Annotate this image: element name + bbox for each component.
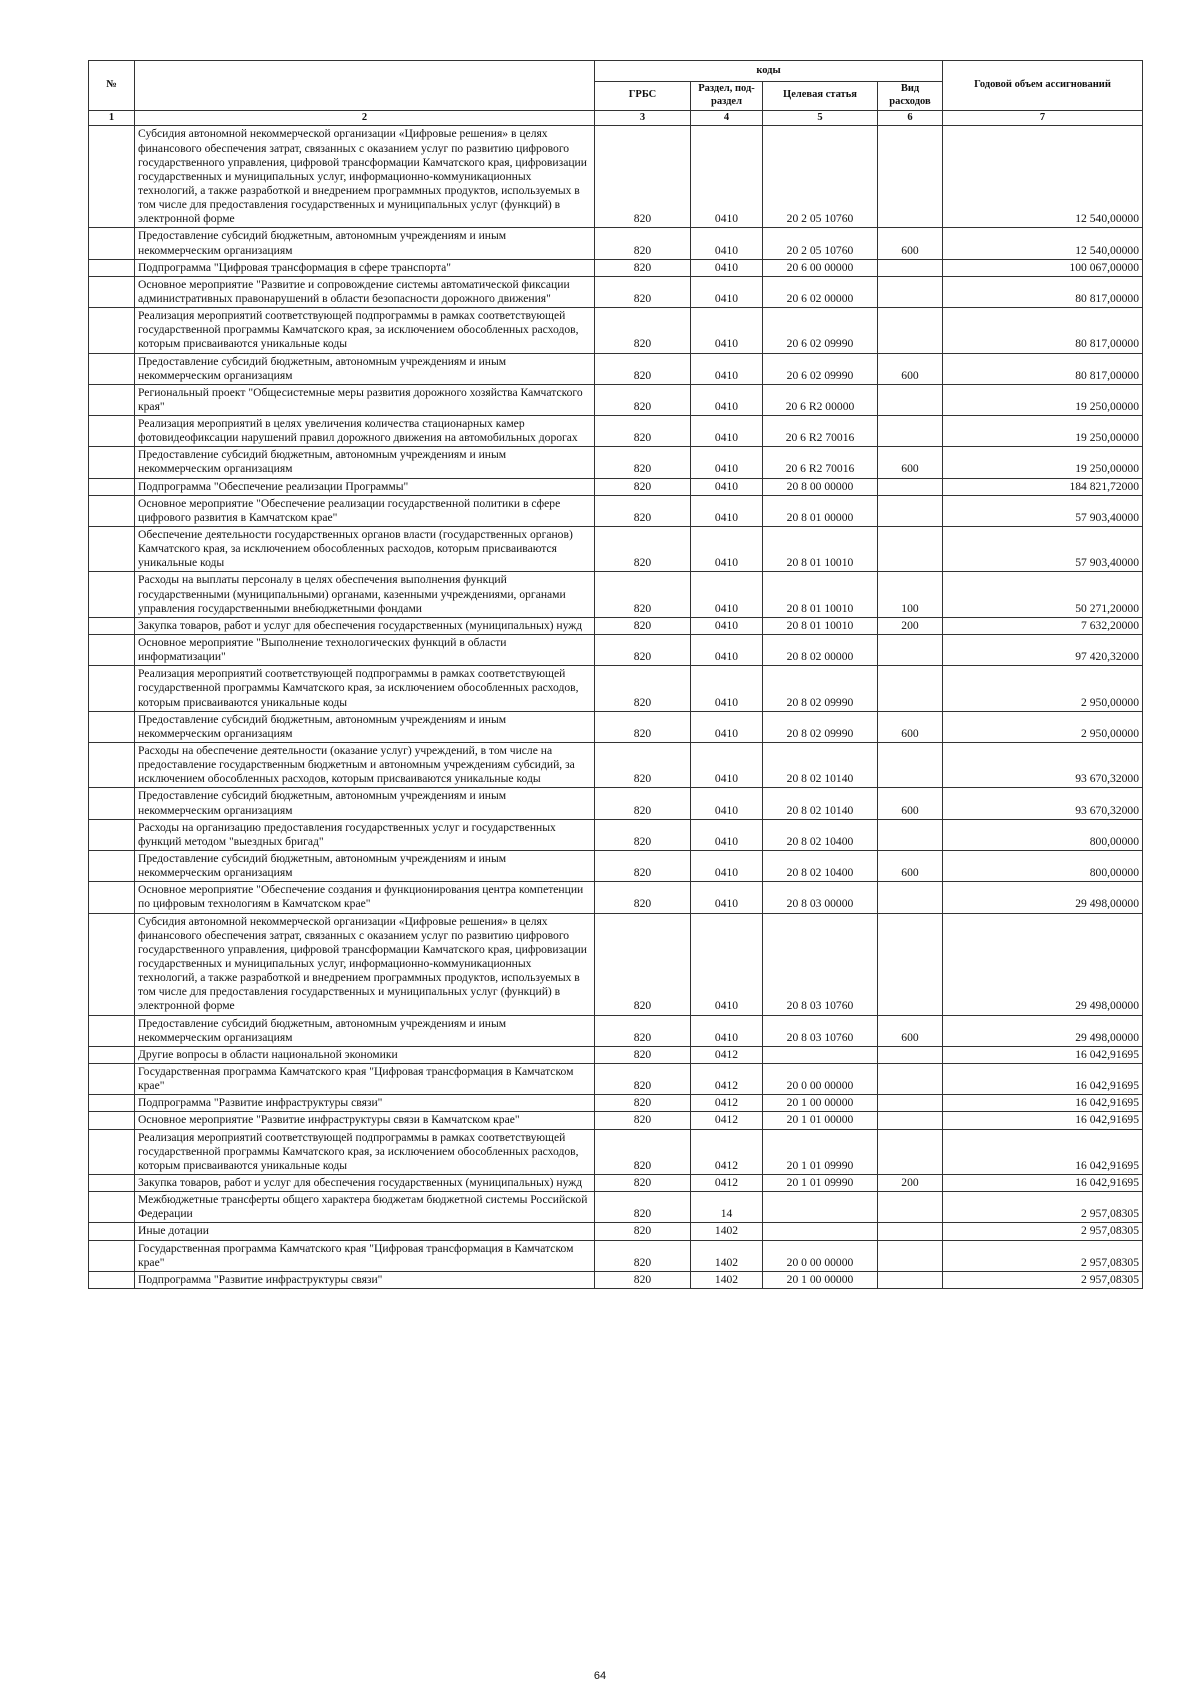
row-number-cell (89, 527, 135, 572)
row-grbs-cell: 820 (595, 228, 691, 259)
header-col-1: 1 (89, 110, 135, 126)
table-row (89, 276, 1143, 307)
row-grbs-cell: 820 (595, 1223, 691, 1240)
row-section-cell: 1402 (691, 1240, 763, 1271)
row-expense-type-cell: 600 (878, 711, 943, 742)
table-row (89, 1240, 1143, 1271)
row-name-cell: Основное мероприятие "Развитие и сопровождение системы автоматической фиксации административных правонарушений в области безопасности дорожного движения" (135, 276, 595, 307)
header-col-7: 7 (943, 110, 1143, 126)
row-name-cell: Расходы на выплаты персоналу в целях обеспечения выполнения функций государственными (муниципальными) органами, казенными учреждениями, органами управления государственными внебюджетными фондами (135, 572, 595, 617)
row-section-cell: 0410 (691, 527, 763, 572)
row-target-article-cell: 20 8 02 00000 (763, 635, 878, 666)
row-expense-type-cell: 600 (878, 788, 943, 819)
row-expense-type-cell (878, 913, 943, 1015)
row-number-cell (89, 353, 135, 384)
row-section-cell: 0410 (691, 617, 763, 634)
row-section-cell: 0410 (691, 913, 763, 1015)
row-expense-type-cell (878, 259, 943, 276)
header-col-3: 3 (595, 110, 691, 126)
row-grbs-cell: 820 (595, 666, 691, 711)
row-sum-cell: 16 042,91695 (943, 1129, 1143, 1174)
table-row (89, 447, 1143, 478)
row-sum-cell: 93 670,32000 (943, 743, 1143, 788)
row-grbs-cell: 820 (595, 635, 691, 666)
row-name-cell: Основное мероприятие "Развитие инфраструктуры связи в Камчатском крае" (135, 1112, 595, 1129)
row-grbs-cell: 820 (595, 743, 691, 788)
row-name-cell: Предоставление субсидий бюджетным, автономным учреждениям и иным некоммерческим организациям (135, 228, 595, 259)
row-number-cell (89, 913, 135, 1015)
row-section-cell: 0410 (691, 447, 763, 478)
row-name-cell: Реализация мероприятий соответствующей подпрограммы в рамках соответствующей государственной программы Камчатского края, за исключением обособленных расходов, которым присваиваются уникальные коды (135, 1129, 595, 1174)
row-number-cell (89, 1271, 135, 1288)
row-sum-cell: 7 632,20000 (943, 617, 1143, 634)
header-name (135, 61, 595, 111)
row-expense-type-cell (878, 495, 943, 526)
row-grbs-cell: 820 (595, 276, 691, 307)
row-name-cell: Основное мероприятие "Обеспечение реализации государственной политики в сфере цифрового развития в Камчатском крае" (135, 495, 595, 526)
table-row (89, 572, 1143, 617)
table-row (89, 478, 1143, 495)
row-expense-type-cell: 200 (878, 617, 943, 634)
row-name-cell: Предоставление субсидий бюджетным, автономным учреждениям и иным некоммерческим организациям (135, 851, 595, 882)
row-target-article-cell: 20 8 01 10010 (763, 617, 878, 634)
row-section-cell: 0410 (691, 851, 763, 882)
row-name-cell: Предоставление субсидий бюджетным, автономным учреждениям и иным некоммерческим организациям (135, 788, 595, 819)
row-section-cell: 0412 (691, 1129, 763, 1174)
row-name-cell: Подпрограмма "Обеспечение реализации Программы" (135, 478, 595, 495)
row-grbs-cell: 820 (595, 1192, 691, 1223)
row-sum-cell: 2 957,08305 (943, 1240, 1143, 1271)
row-grbs-cell: 820 (595, 447, 691, 478)
row-number-cell (89, 572, 135, 617)
row-number-cell (89, 788, 135, 819)
table-body (89, 126, 1143, 1289)
row-grbs-cell: 820 (595, 572, 691, 617)
table-row (89, 1015, 1143, 1046)
row-sum-cell: 50 271,20000 (943, 572, 1143, 617)
row-expense-type-cell: 100 (878, 572, 943, 617)
row-expense-type-cell: 600 (878, 1015, 943, 1046)
row-sum-cell: 57 903,40000 (943, 495, 1143, 526)
table-row (89, 882, 1143, 913)
row-name-cell: Обеспечение деятельности государственных органов власти (государственных органов) Камчатского края, за исключением обособленных расходов, которым присваиваются уникальные коды (135, 527, 595, 572)
row-target-article-cell (763, 1046, 878, 1063)
row-sum-cell: 80 817,00000 (943, 308, 1143, 353)
row-expense-type-cell (878, 743, 943, 788)
row-target-article-cell: 20 1 00 00000 (763, 1095, 878, 1112)
row-expense-type-cell (878, 1192, 943, 1223)
row-expense-type-cell: 600 (878, 228, 943, 259)
row-target-article-cell: 20 0 00 00000 (763, 1240, 878, 1271)
header-col-4: 4 (691, 110, 763, 126)
row-number-cell (89, 1240, 135, 1271)
row-section-cell: 0410 (691, 711, 763, 742)
row-target-article-cell: 20 8 01 00000 (763, 495, 878, 526)
table-row (89, 259, 1143, 276)
row-name-cell: Реализация мероприятий соответствующей подпрограммы в рамках соответствующей государственной программы Камчатского края, за исключением обособленных расходов, которым присваиваются уникальные коды (135, 308, 595, 353)
table-row (89, 711, 1143, 742)
table-row (89, 1046, 1143, 1063)
row-sum-cell: 16 042,91695 (943, 1095, 1143, 1112)
row-section-cell: 0410 (691, 276, 763, 307)
table-row (89, 384, 1143, 415)
row-name-cell: Межбюджетные трансферты общего характера бюджетам бюджетной системы Российской Федерации (135, 1192, 595, 1223)
row-sum-cell: 16 042,91695 (943, 1046, 1143, 1063)
row-section-cell: 1402 (691, 1223, 763, 1240)
row-expense-type-cell (878, 478, 943, 495)
table-row (89, 353, 1143, 384)
row-section-cell: 0410 (691, 1015, 763, 1046)
row-grbs-cell: 820 (595, 126, 691, 228)
row-target-article-cell: 20 8 03 00000 (763, 882, 878, 913)
row-expense-type-cell (878, 126, 943, 228)
row-section-cell: 1402 (691, 1271, 763, 1288)
table-row (89, 416, 1143, 447)
row-target-article-cell: 20 6 R2 70016 (763, 447, 878, 478)
table-row (89, 788, 1143, 819)
table-row (89, 913, 1143, 1015)
row-sum-cell: 800,00000 (943, 851, 1143, 882)
budget-table (88, 60, 1143, 1289)
row-target-article-cell: 20 8 01 10010 (763, 527, 878, 572)
row-sum-cell: 184 821,72000 (943, 478, 1143, 495)
row-section-cell: 0410 (691, 495, 763, 526)
row-section-cell: 0410 (691, 416, 763, 447)
row-number-cell (89, 276, 135, 307)
row-expense-type-cell: 200 (878, 1174, 943, 1191)
header-annual-sum: Годовой объем ассигнований (943, 61, 1143, 111)
row-target-article-cell (763, 1192, 878, 1223)
header-col-2: 2 (135, 110, 595, 126)
row-name-cell: Реализация мероприятий соответствующей подпрограммы в рамках соответствующей государственной программы Камчатского края, за исключением обособленных расходов, которым присваиваются уникальные коды (135, 666, 595, 711)
row-expense-type-cell (878, 1095, 943, 1112)
row-name-cell: Расходы на обеспечение деятельности (оказание услуг) учреждений, в том числе на предоставление государственным бюджетным и автономным учреждениям субсидий, за исключением обособленных расходов, которым присваиваются уникальные коды (135, 743, 595, 788)
row-number-cell (89, 259, 135, 276)
row-target-article-cell: 20 8 03 10760 (763, 913, 878, 1015)
row-section-cell: 0410 (691, 635, 763, 666)
header-col-5: 5 (763, 110, 878, 126)
row-sum-cell: 2 950,00000 (943, 666, 1143, 711)
row-grbs-cell: 820 (595, 384, 691, 415)
row-name-cell: Подпрограмма "Развитие инфраструктуры связи" (135, 1271, 595, 1288)
header-grbs: ГРБС (595, 82, 691, 111)
row-name-cell: Реализация мероприятий в целях увеличения количества стационарных камер фотовидеофиксации нарушений правил дорожного движения на автомобильных дорогах (135, 416, 595, 447)
table-row (89, 635, 1143, 666)
row-sum-cell: 16 042,91695 (943, 1112, 1143, 1129)
row-grbs-cell: 820 (595, 527, 691, 572)
row-expense-type-cell: 600 (878, 353, 943, 384)
row-sum-cell: 29 498,00000 (943, 882, 1143, 913)
page-number: 64 (593, 1670, 607, 1682)
row-grbs-cell: 820 (595, 1271, 691, 1288)
row-expense-type-cell (878, 635, 943, 666)
row-number-cell (89, 1063, 135, 1094)
row-section-cell: 0410 (691, 788, 763, 819)
row-number-cell (89, 1046, 135, 1063)
row-grbs-cell: 820 (595, 788, 691, 819)
row-sum-cell: 100 067,00000 (943, 259, 1143, 276)
row-sum-cell: 57 903,40000 (943, 527, 1143, 572)
row-section-cell: 0410 (691, 228, 763, 259)
row-name-cell: Предоставление субсидий бюджетным, автономным учреждениям и иным некоммерческим организациям (135, 447, 595, 478)
row-name-cell: Предоставление субсидий бюджетным, автономным учреждениям и иным некоммерческим организациям (135, 711, 595, 742)
row-sum-cell: 2 950,00000 (943, 711, 1143, 742)
row-target-article-cell: 20 6 R2 70016 (763, 416, 878, 447)
row-expense-type-cell (878, 308, 943, 353)
row-target-article-cell: 20 8 02 10140 (763, 743, 878, 788)
row-number-cell (89, 1015, 135, 1046)
row-sum-cell: 16 042,91695 (943, 1174, 1143, 1191)
row-sum-cell: 93 670,32000 (943, 788, 1143, 819)
table-row (89, 1271, 1143, 1288)
row-sum-cell: 16 042,91695 (943, 1063, 1143, 1094)
table-row (89, 851, 1143, 882)
row-grbs-cell: 820 (595, 1063, 691, 1094)
row-expense-type-cell (878, 416, 943, 447)
row-section-cell: 0412 (691, 1095, 763, 1112)
header-col-6: 6 (878, 110, 943, 126)
row-sum-cell: 29 498,00000 (943, 1015, 1143, 1046)
row-grbs-cell: 820 (595, 1174, 691, 1191)
row-expense-type-cell (878, 384, 943, 415)
row-number-cell (89, 819, 135, 850)
row-number-cell (89, 1095, 135, 1112)
row-target-article-cell: 20 8 02 10140 (763, 788, 878, 819)
row-grbs-cell: 820 (595, 1129, 691, 1174)
row-target-article-cell: 20 8 02 09990 (763, 666, 878, 711)
row-sum-cell: 80 817,00000 (943, 276, 1143, 307)
row-target-article-cell: 20 8 00 00000 (763, 478, 878, 495)
row-number-cell (89, 1174, 135, 1191)
row-name-cell: Другие вопросы в области национальной экономики (135, 1046, 595, 1063)
row-expense-type-cell (878, 1063, 943, 1094)
row-expense-type-cell (878, 1129, 943, 1174)
table-row (89, 308, 1143, 353)
row-target-article-cell: 20 6 00 00000 (763, 259, 878, 276)
row-section-cell: 0410 (691, 259, 763, 276)
row-grbs-cell: 820 (595, 353, 691, 384)
row-number-cell (89, 1192, 135, 1223)
row-name-cell: Закупка товаров, работ и услуг для обеспечения государственных (муниципальных) нужд (135, 617, 595, 634)
row-expense-type-cell (878, 1240, 943, 1271)
row-target-article-cell: 20 1 01 09990 (763, 1129, 878, 1174)
row-target-article-cell: 20 6 02 09990 (763, 353, 878, 384)
row-target-article-cell: 20 2 05 10760 (763, 126, 878, 228)
row-grbs-cell: 820 (595, 1112, 691, 1129)
row-sum-cell: 97 420,32000 (943, 635, 1143, 666)
row-number-cell (89, 743, 135, 788)
row-number-cell (89, 666, 135, 711)
row-sum-cell: 80 817,00000 (943, 353, 1143, 384)
row-name-cell: Подпрограмма "Цифровая трансформация в сфере транспорта" (135, 259, 595, 276)
row-name-cell: Закупка товаров, работ и услуг для обеспечения государственных (муниципальных) нужд (135, 1174, 595, 1191)
row-section-cell: 0412 (691, 1174, 763, 1191)
table-row (89, 527, 1143, 572)
row-number-cell (89, 711, 135, 742)
row-section-cell: 0412 (691, 1112, 763, 1129)
row-section-cell: 0410 (691, 353, 763, 384)
table-header (89, 61, 1143, 126)
row-target-article-cell: 20 1 01 00000 (763, 1112, 878, 1129)
row-number-cell (89, 416, 135, 447)
row-number-cell (89, 882, 135, 913)
row-name-cell: Государственная программа Камчатского края "Цифровая трансформация в Камчатском крае" (135, 1240, 595, 1271)
row-sum-cell: 2 957,08305 (943, 1223, 1143, 1240)
row-number-cell (89, 126, 135, 228)
row-number-cell (89, 851, 135, 882)
row-number-cell (89, 478, 135, 495)
row-target-article-cell (763, 1223, 878, 1240)
row-target-article-cell: 20 1 01 09990 (763, 1174, 878, 1191)
table-row (89, 1192, 1143, 1223)
row-expense-type-cell (878, 666, 943, 711)
row-target-article-cell: 20 6 02 09990 (763, 308, 878, 353)
row-grbs-cell: 820 (595, 478, 691, 495)
row-name-cell: Основное мероприятие "Выполнение технологических функций в области информатизации" (135, 635, 595, 666)
row-grbs-cell: 820 (595, 1046, 691, 1063)
table-row (89, 1223, 1143, 1240)
row-name-cell: Региональный проект "Общесистемные меры развития дорожного хозяйства Камчатского края" (135, 384, 595, 415)
row-section-cell: 0412 (691, 1063, 763, 1094)
row-expense-type-cell (878, 819, 943, 850)
row-section-cell: 0410 (691, 478, 763, 495)
row-name-cell: Основное мероприятие "Обеспечение создания и функционирования центра компетенции по цифровым технологиям в Камчатском крае" (135, 882, 595, 913)
table-row (89, 495, 1143, 526)
row-target-article-cell: 20 8 01 10010 (763, 572, 878, 617)
row-section-cell: 0410 (691, 384, 763, 415)
row-number-cell (89, 308, 135, 353)
row-number-cell (89, 384, 135, 415)
row-name-cell: Предоставление субсидий бюджетным, автономным учреждениям и иным некоммерческим организациям (135, 353, 595, 384)
row-target-article-cell: 20 2 05 10760 (763, 228, 878, 259)
row-sum-cell: 19 250,00000 (943, 416, 1143, 447)
row-grbs-cell: 820 (595, 617, 691, 634)
header-codes: коды (595, 61, 943, 82)
row-section-cell: 0410 (691, 572, 763, 617)
row-expense-type-cell (878, 527, 943, 572)
row-grbs-cell: 820 (595, 913, 691, 1015)
row-target-article-cell: 20 8 02 09990 (763, 711, 878, 742)
row-sum-cell: 2 957,08305 (943, 1192, 1143, 1223)
row-expense-type-cell: 600 (878, 851, 943, 882)
table-row (89, 743, 1143, 788)
row-expense-type-cell (878, 1271, 943, 1288)
row-grbs-cell: 820 (595, 1240, 691, 1271)
row-grbs-cell: 820 (595, 882, 691, 913)
row-target-article-cell: 20 6 02 00000 (763, 276, 878, 307)
row-sum-cell: 19 250,00000 (943, 384, 1143, 415)
table-row (89, 1063, 1143, 1094)
row-sum-cell: 12 540,00000 (943, 228, 1143, 259)
row-grbs-cell: 820 (595, 416, 691, 447)
row-sum-cell: 19 250,00000 (943, 447, 1143, 478)
row-sum-cell: 12 540,00000 (943, 126, 1143, 228)
row-number-cell (89, 228, 135, 259)
table-row (89, 1129, 1143, 1174)
row-expense-type-cell (878, 276, 943, 307)
row-section-cell: 0412 (691, 1046, 763, 1063)
row-grbs-cell: 820 (595, 851, 691, 882)
row-grbs-cell: 820 (595, 259, 691, 276)
row-number-cell (89, 447, 135, 478)
header-expense-type: Вид расходов (878, 82, 943, 111)
row-sum-cell: 29 498,00000 (943, 913, 1143, 1015)
row-name-cell: Подпрограмма "Развитие инфраструктуры связи" (135, 1095, 595, 1112)
row-grbs-cell: 820 (595, 1015, 691, 1046)
row-expense-type-cell (878, 1223, 943, 1240)
row-grbs-cell: 820 (595, 1095, 691, 1112)
row-grbs-cell: 820 (595, 819, 691, 850)
table-row (89, 1095, 1143, 1112)
row-target-article-cell: 20 8 02 10400 (763, 851, 878, 882)
row-section-cell: 0410 (691, 743, 763, 788)
row-section-cell: 0410 (691, 126, 763, 228)
row-name-cell: Иные дотации (135, 1223, 595, 1240)
row-number-cell (89, 635, 135, 666)
table-row (89, 126, 1143, 228)
table-row (89, 666, 1143, 711)
row-target-article-cell: 20 8 03 10760 (763, 1015, 878, 1046)
row-name-cell: Субсидия автономной некоммерческой организации «Цифровые решения» в целях финансового обеспечения затрат, связанных с оказанием услуг по развитию цифрового государственного управления, цифровой трансформации Камчатского края, цифровизации государственных и муниципальных услуг, информационно-коммуникационных технологий, а также разработкой и внедрением программных продуктов, используемых в том числе для предоставления государственных и муниципальных услуг (функций) в электронной форме (135, 126, 595, 228)
row-grbs-cell: 820 (595, 495, 691, 526)
row-name-cell: Предоставление субсидий бюджетным, автономным учреждениям и иным некоммерческим организациям (135, 1015, 595, 1046)
row-target-article-cell: 20 1 00 00000 (763, 1271, 878, 1288)
row-number-cell (89, 1129, 135, 1174)
header-section: Раздел, под-раздел (691, 82, 763, 111)
row-section-cell: 0410 (691, 308, 763, 353)
row-name-cell: Расходы на организацию предоставления государственных услуг и государственных функций методом "выездных бригад" (135, 819, 595, 850)
row-section-cell: 14 (691, 1192, 763, 1223)
row-grbs-cell: 820 (595, 308, 691, 353)
row-sum-cell: 2 957,08305 (943, 1271, 1143, 1288)
row-section-cell: 0410 (691, 666, 763, 711)
row-expense-type-cell: 600 (878, 447, 943, 478)
row-number-cell (89, 617, 135, 634)
table-row (89, 1174, 1143, 1191)
row-section-cell: 0410 (691, 882, 763, 913)
table-row (89, 228, 1143, 259)
row-expense-type-cell (878, 1046, 943, 1063)
table-row (89, 819, 1143, 850)
table-row (89, 617, 1143, 634)
header-target-article: Целевая статья (763, 82, 878, 111)
row-number-cell (89, 1112, 135, 1129)
table-row (89, 1112, 1143, 1129)
row-target-article-cell: 20 0 00 00000 (763, 1063, 878, 1094)
row-number-cell (89, 495, 135, 526)
header-number: № (89, 61, 135, 111)
row-grbs-cell: 820 (595, 711, 691, 742)
row-expense-type-cell (878, 1112, 943, 1129)
row-expense-type-cell (878, 882, 943, 913)
row-name-cell: Государственная программа Камчатского края "Цифровая трансформация в Камчатском крае" (135, 1063, 595, 1094)
row-sum-cell: 800,00000 (943, 819, 1143, 850)
row-name-cell: Субсидия автономной некоммерческой организации «Цифровые решения» в целях финансового обеспечения затрат, связанных с оказанием услуг по развитию цифрового государственного управления, цифровой трансформации Камчатского края, цифровизации государственных и муниципальных услуг, информационно-коммуникационных технологий, а также разработкой и внедрением программных продуктов, используемых в том числе для предоставления государственных и муниципальных услуг (функций) в электронной форме (135, 913, 595, 1015)
row-target-article-cell: 20 6 R2 00000 (763, 384, 878, 415)
row-number-cell (89, 1223, 135, 1240)
row-target-article-cell: 20 8 02 10400 (763, 819, 878, 850)
row-section-cell: 0410 (691, 819, 763, 850)
